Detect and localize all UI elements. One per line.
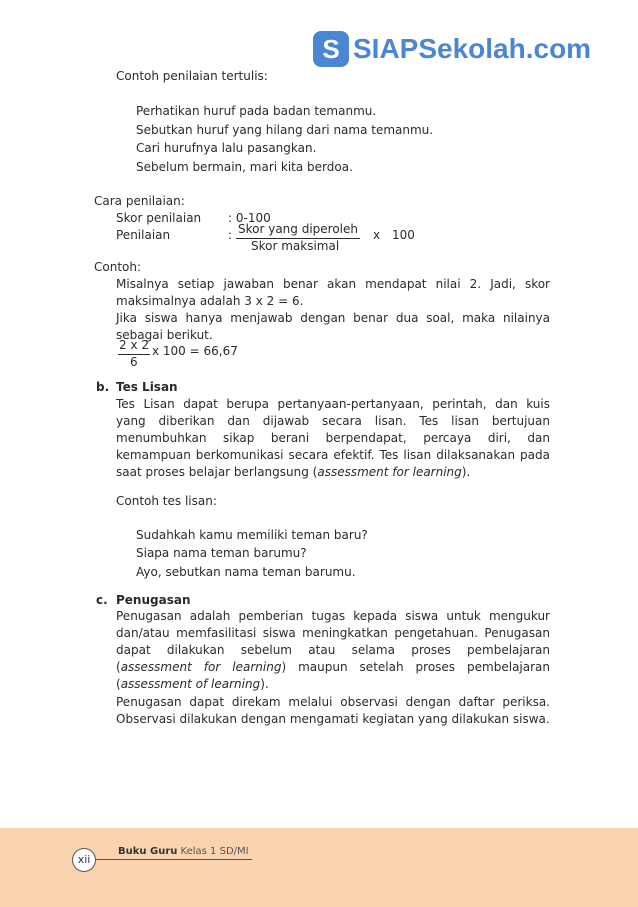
logo-badge: S	[313, 31, 349, 67]
penugasan-title: Penugasan	[116, 593, 191, 607]
skor-label: Skor penilaian	[116, 211, 202, 225]
formula-denominator: Skor maksimal	[251, 239, 340, 253]
tertulis-item: Cari hurufnya lalu pasangkan.	[136, 141, 317, 155]
cara-heading: Cara penilaian:	[94, 194, 185, 208]
tertulis-item: Perhatikan huruf pada badan temanmu.	[136, 104, 377, 118]
page-number: xii	[72, 848, 96, 872]
example-fraction-denominator: 6	[130, 355, 138, 369]
formula-times: x	[373, 228, 381, 242]
example-fraction-result: x 100 = 66,67	[152, 344, 238, 358]
footer-band	[0, 828, 638, 907]
formula-hundred: 100	[392, 228, 415, 242]
skor-value: : 0-100	[228, 211, 271, 225]
tes-lisan-marker: b.	[96, 380, 110, 394]
footer-divider	[96, 859, 252, 860]
formula-numerator: Skor yang diperoleh	[236, 221, 360, 239]
logo-text: SIAPSekolah.com	[353, 33, 592, 64]
penugasan-paragraph-1: Penugasan adalah pemberian tugas kepada siswa untuk mengukur dan/atau memfasilitasi siswa meningkatkan pengetahuan. Penugasan dapat dilakukan sebelum atau selama proses pembelajaran (assessment for learning) maupun setelah proses pembelajaran (assessment of learning).	[116, 609, 550, 691]
penilaian-colon: :	[228, 228, 233, 242]
lisan-item: Siapa nama teman barumu?	[136, 546, 307, 560]
site-logo	[313, 30, 591, 68]
example-fraction-numerator: 2 x 2	[118, 337, 150, 355]
contoh-paragraph-1: Misalnya setiap jawaban benar akan mendapat nilai 2. Jadi, skor maksimalnya adalah 3 x 2 = 6.	[116, 277, 550, 308]
tes-lisan-paragraph: Tes Lisan dapat berupa pertanyaan-pertanyaan, perintah, dan kuis yang diberikan dan dijawab secara lisan. Tes lisan bertujuan menumbuhkan sikap berani berpendapat, percaya diri, dan kemampuan berkomunikasi secara efektif. Tes lisan dilaksanakan pada saat proses belajar berlangsung (assessment for learning).	[116, 397, 550, 479]
tertulis-item: Sebelum bermain, mari kita berdoa.	[136, 160, 353, 174]
penugasan-marker: c.	[96, 593, 108, 607]
footer-book-title: Buku Guru Kelas 1 SD/MI	[118, 846, 249, 857]
penugasan-paragraph-2: Penugasan dapat direkam melalui observasi dengan daftar periksa. Observasi dilakukan dengan mengamati kegiatan yang dilakukan siswa.	[116, 695, 550, 726]
lisan-item: Sudahkah kamu memiliki teman baru?	[136, 528, 368, 542]
tertulis-item: Sebutkan huruf yang hilang dari nama temanmu.	[136, 123, 434, 137]
lisan-item: Ayo, sebutkan nama teman barumu.	[136, 565, 356, 579]
contoh-paragraph-2: Jika siswa hanya menjawab dengan benar dua soal, maka nilainya sebagai berikut.	[116, 311, 550, 342]
tes-lisan-title: Tes Lisan	[116, 380, 178, 394]
contoh-heading: Contoh:	[94, 260, 142, 274]
contoh-lisan-heading: Contoh tes lisan:	[116, 494, 217, 508]
penilaian-label: Penilaian	[116, 228, 171, 242]
contoh-tertulis-heading: Contoh penilaian tertulis:	[116, 69, 268, 83]
